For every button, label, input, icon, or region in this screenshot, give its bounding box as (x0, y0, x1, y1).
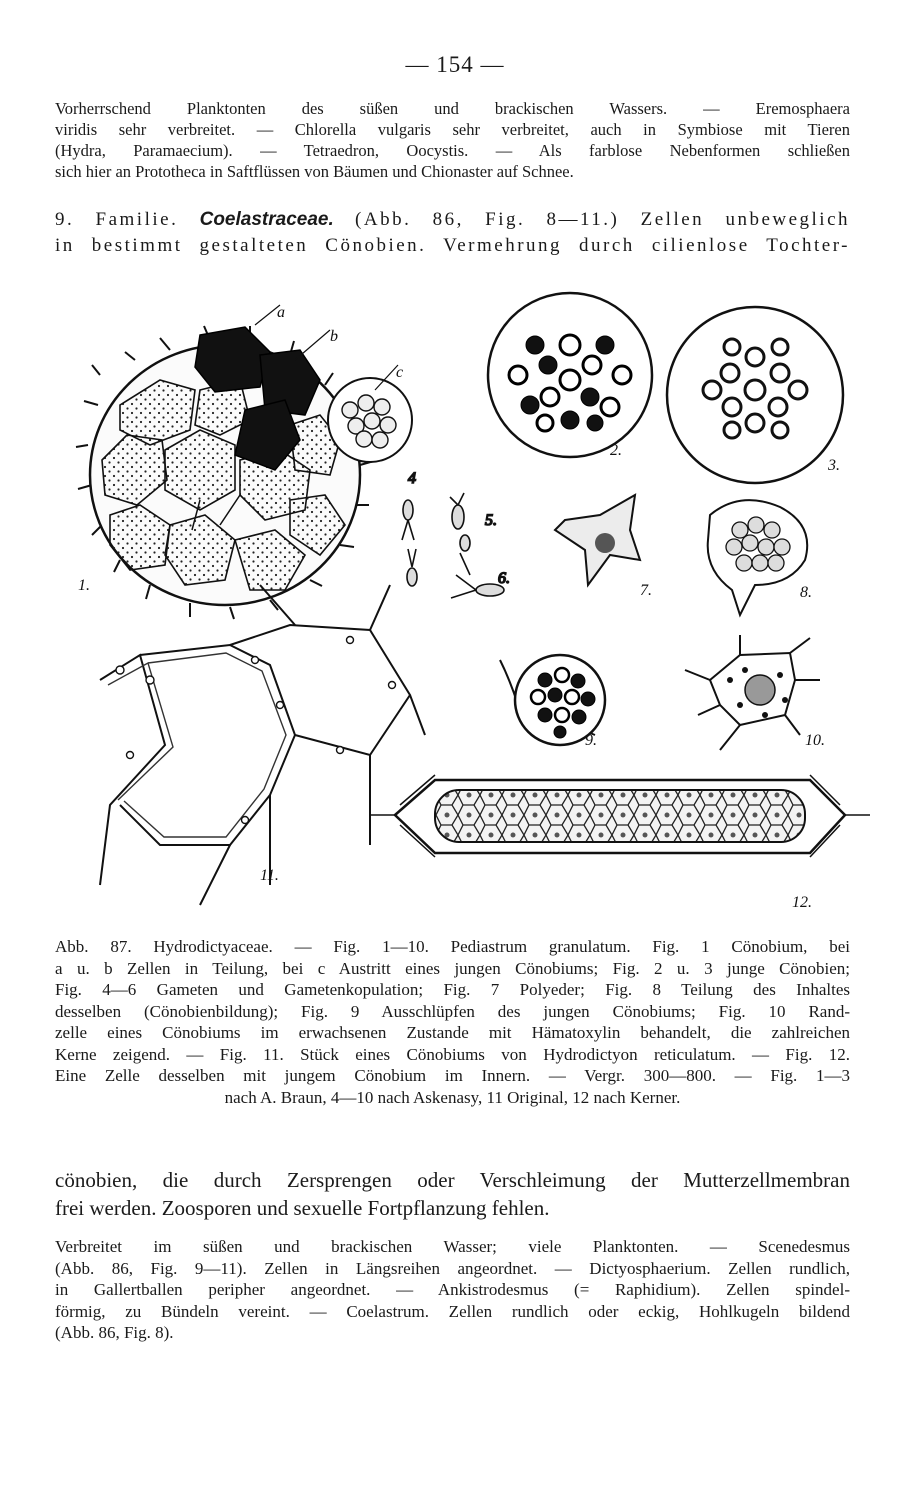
intro-line: sich hier an Prototheca in Saftflüssen von Bäumen und Chionaster auf Schnee. (55, 162, 574, 181)
closing-line: in Gallertballen peripher angeordnet. — Ankistrodesmus (= Raphidium). Zellen spindel- (55, 1280, 850, 1299)
fig-12-cell-with-coenobium (370, 775, 870, 911)
caption-line: nach A. Braun, 4—10 nach Askenasy, 11 Original, 12 nach Kerner. (224, 1087, 681, 1107)
figure-caption (55, 936, 850, 1108)
body-line: frei werden. Zoosporen und sexuelle Fortpflanzung fehlen. (55, 1196, 550, 1220)
family-line1-rest: (Abb. 86, Fig. 8—11.) Zellen unbeweglich (355, 209, 851, 230)
caption-line: Eine Zelle desselben mit jungem Cönobium im Innern. — Vergr. 300—800. — Fig. 1—3 (55, 1066, 850, 1085)
caption-line: Abb. 87. Hydrodictyaceae. — Fig. 1—10. Pediastrum granulatum. Fig. 1 Cönobium, bei (55, 937, 850, 956)
fig-1-number: 1. (78, 577, 90, 594)
closing-line: förmig, zu Bündeln vereint. — Coelastrum. Zellen rundlich oder eckig, Hohlkugeln bildend (55, 1301, 850, 1321)
closing-line: (Abb. 86, Fig. 8). (55, 1323, 174, 1342)
fig-7-polyeder (555, 495, 652, 599)
fig-1-label-a: a (277, 304, 285, 321)
closing-paragraph (55, 1236, 850, 1344)
intro-line: (Hydra, Paramaecium). — Tetraedron, Oocystis. — Als farblose Nebenformen schließen (55, 141, 850, 160)
family-line-2: in bestimmt gestalteten Cönobien. Vermehrung durch cilienlose Tochter- (55, 235, 850, 256)
intro-paragraph (55, 98, 850, 182)
fig-6-number: 6. (498, 570, 510, 587)
body-line: cönobien, die durch Zersprengen oder Verschleimung der Mutterzellmembran (55, 1168, 850, 1192)
fig-10-marginal-cell (685, 635, 825, 750)
family-name: Coelastraceae. (199, 209, 334, 230)
caption-line: zelle eines Cönobiums im erwachsenen Zustande mit Hämatoxylin behandelt, die zahlreichen (55, 1023, 850, 1042)
fig-5-number: 5. (485, 512, 497, 529)
fig-11-hydrodictyon-net (100, 585, 425, 905)
body-paragraph (55, 1166, 850, 1222)
fig-8-content-division (708, 500, 812, 615)
caption-line: Kerne zeigend. — Fig. 11. Stück eines Cönobiums von Hydrodictyon reticulatum. — Fig. 12. (55, 1044, 850, 1064)
figure-abb-87 (40, 285, 870, 930)
fig-9-number: 9. (585, 732, 597, 749)
caption-line: a u. b Zellen in Teilung, bei c Austritt eines jungen Cönobiums; Fig. 2 u. 3 junge Cönobien; (55, 958, 850, 978)
fig-3-number: 3. (828, 457, 840, 474)
family-prefix: 9. Familie. (55, 209, 179, 230)
family-heading-paragraph (55, 207, 850, 259)
intro-line: Vorherrschend Planktonten des süßen und brackischen Wassers. — Eremosphaera (55, 99, 850, 118)
fig-1-pediastrum-coenobium (76, 304, 412, 619)
closing-line: Verbreitet im süßen und brackischen Wasser; viele Planktonten. — Scenedesmus (55, 1237, 850, 1256)
family-heading-line (55, 207, 850, 233)
fig-8-number: 8. (800, 584, 812, 601)
fig-9-coenobium-hatching (500, 655, 605, 749)
fig-1-label-b: b (330, 328, 338, 345)
fig-2-number: 2. (610, 442, 622, 459)
fig-10-number: 10. (805, 732, 825, 749)
fig-1-label-c: c (396, 364, 404, 381)
fig-12-number: 12. (792, 894, 812, 911)
fig-4-number: 4 (408, 470, 416, 487)
fig-11-number: 11. (260, 867, 279, 884)
caption-line: Fig. 4—6 Gameten und Gametenkopulation; Fig. 7 Polyeder; Fig. 8 Teilung des Inhaltes (55, 980, 850, 999)
fig-7-number: 7. (640, 582, 652, 599)
caption-line: desselben (Cönobienbildung); Fig. 9 Ausschlüpfen des jungen Cönobiums; Fig. 10 Rand- (55, 1001, 850, 1021)
page-number: — 154 — (405, 52, 505, 77)
intro-line: viridis sehr verbreitet. — Chlorella vulgaris sehr verbreitet, auch in Symbiose mit Tieren (55, 120, 850, 139)
fig-3-young-coenobium (667, 307, 843, 483)
closing-line: (Abb. 86, Fig. 9—11). Zellen in Längsreihen angeordnet. — Dictyosphaerium. Zellen rundlich, (55, 1258, 850, 1278)
fig-2-young-coenobium (488, 293, 652, 459)
fig-4-6-gametes (402, 470, 510, 598)
